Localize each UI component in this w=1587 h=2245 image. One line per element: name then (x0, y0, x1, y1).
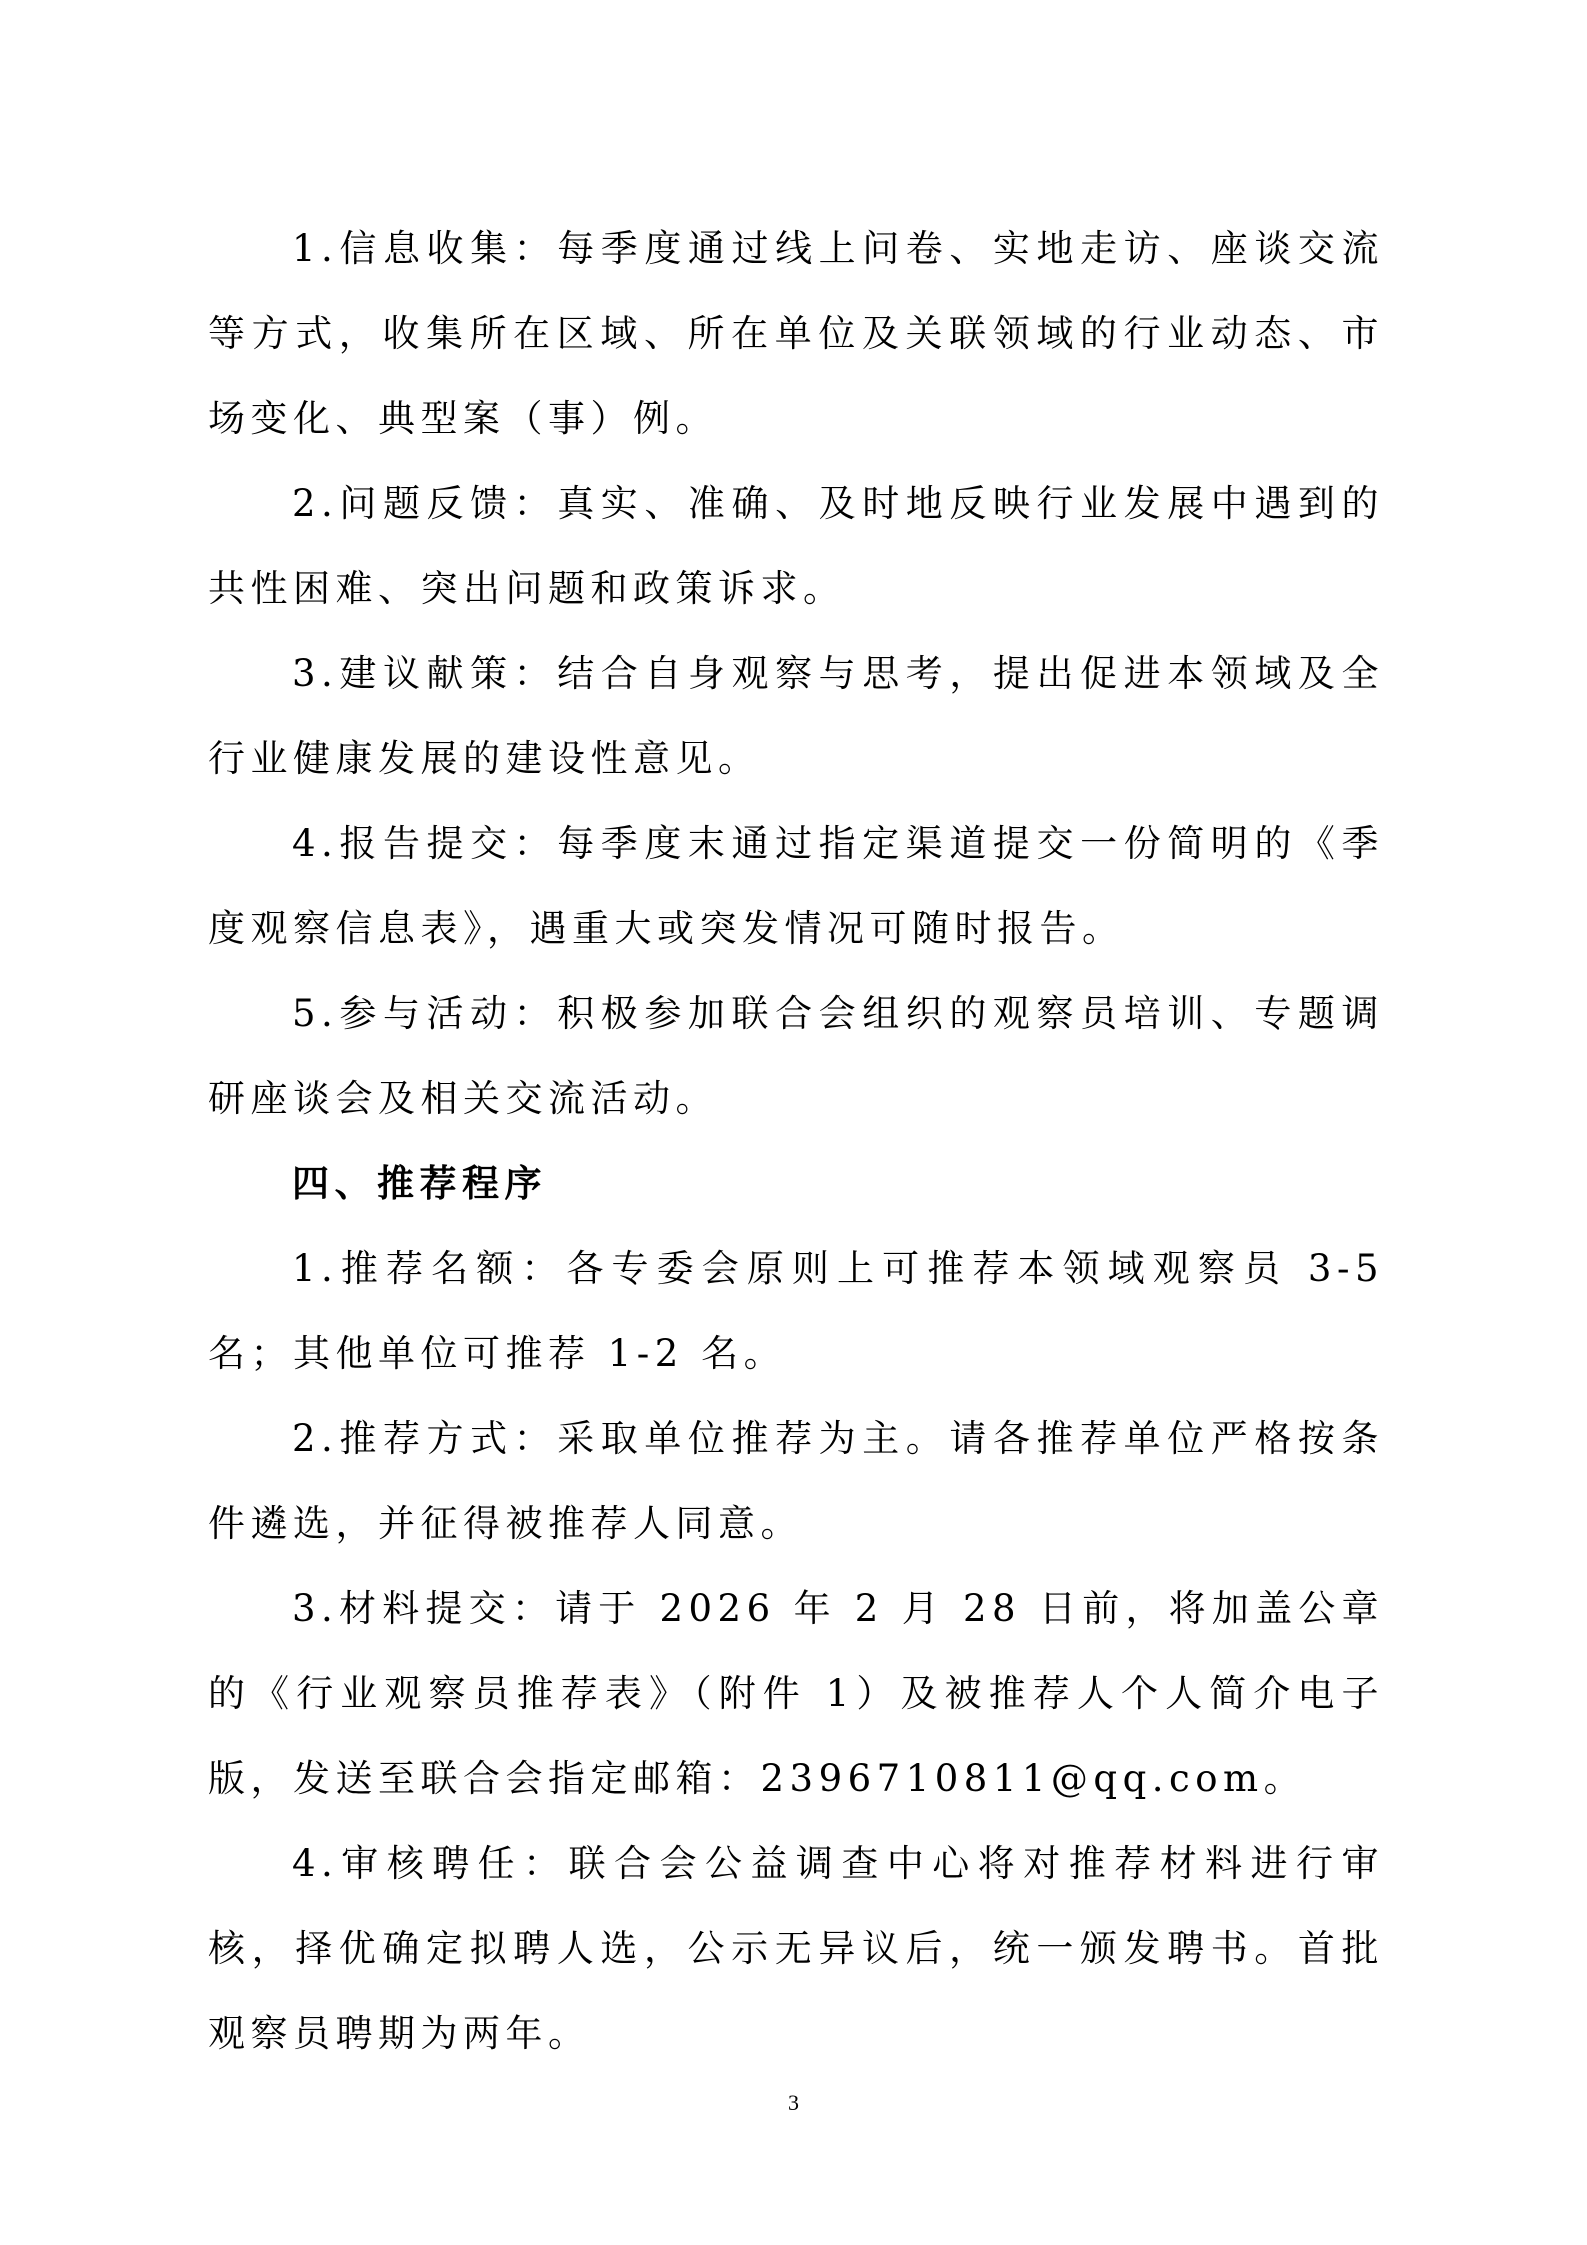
section-heading-recommendation-procedure: 四、推荐程序 (292, 1162, 547, 1205)
paragraph-participation: 5.参与活动：积极参加联合会组织的观察员培训、专题调研座谈会及相关交流活动。 (208, 992, 1384, 1120)
document-body (208, 206, 1384, 2076)
paragraph-quota: 1.推荐名额：各专委会原则上可推荐本领域观察员 3-5 名；其他单位可推荐 1-2 名。 (208, 1247, 1384, 1375)
paragraph-issue-feedback: 2.问题反馈：真实、准确、及时地反映行业发展中遇到的共性困难、突出问题和政策诉求。 (208, 482, 1384, 610)
paragraph-info-collection: 1.信息收集：每季度通过线上问卷、实地走访、座谈交流等方式，收集所在区域、所在单位及关联领域的行业动态、市场变化、典型案（事）例。 (208, 227, 1384, 440)
paragraph-review-appointment: 4.审核聘任：联合会公益调查中心将对推荐材料进行审核，择优确定拟聘人选，公示无异议后，统一颁发聘书。首批观察员聘期为两年。 (208, 1842, 1384, 2055)
paragraph-material-submission: 3.材料提交：请于 2026 年 2 月 28 日前，将加盖公章的《行业观察员推荐表》（附件 1）及被推荐人个人简介电子版，发送至联合会指定邮箱：2396710811@qq.com。 (208, 1587, 1384, 1800)
paragraph-suggestions: 3.建议献策：结合自身观察与思考，提出促进本领域及全行业健康发展的建设性意见。 (208, 652, 1384, 780)
page-number: 3 (788, 2090, 799, 2115)
paragraph-method: 2.推荐方式：采取单位推荐为主。请各推荐单位严格按条件遴选，并征得被推荐人同意。 (208, 1417, 1384, 1545)
paragraph-report-submission: 4.报告提交：每季度末通过指定渠道提交一份简明的《季度观察信息表》，遇重大或突发情况可随时报告。 (208, 822, 1384, 950)
